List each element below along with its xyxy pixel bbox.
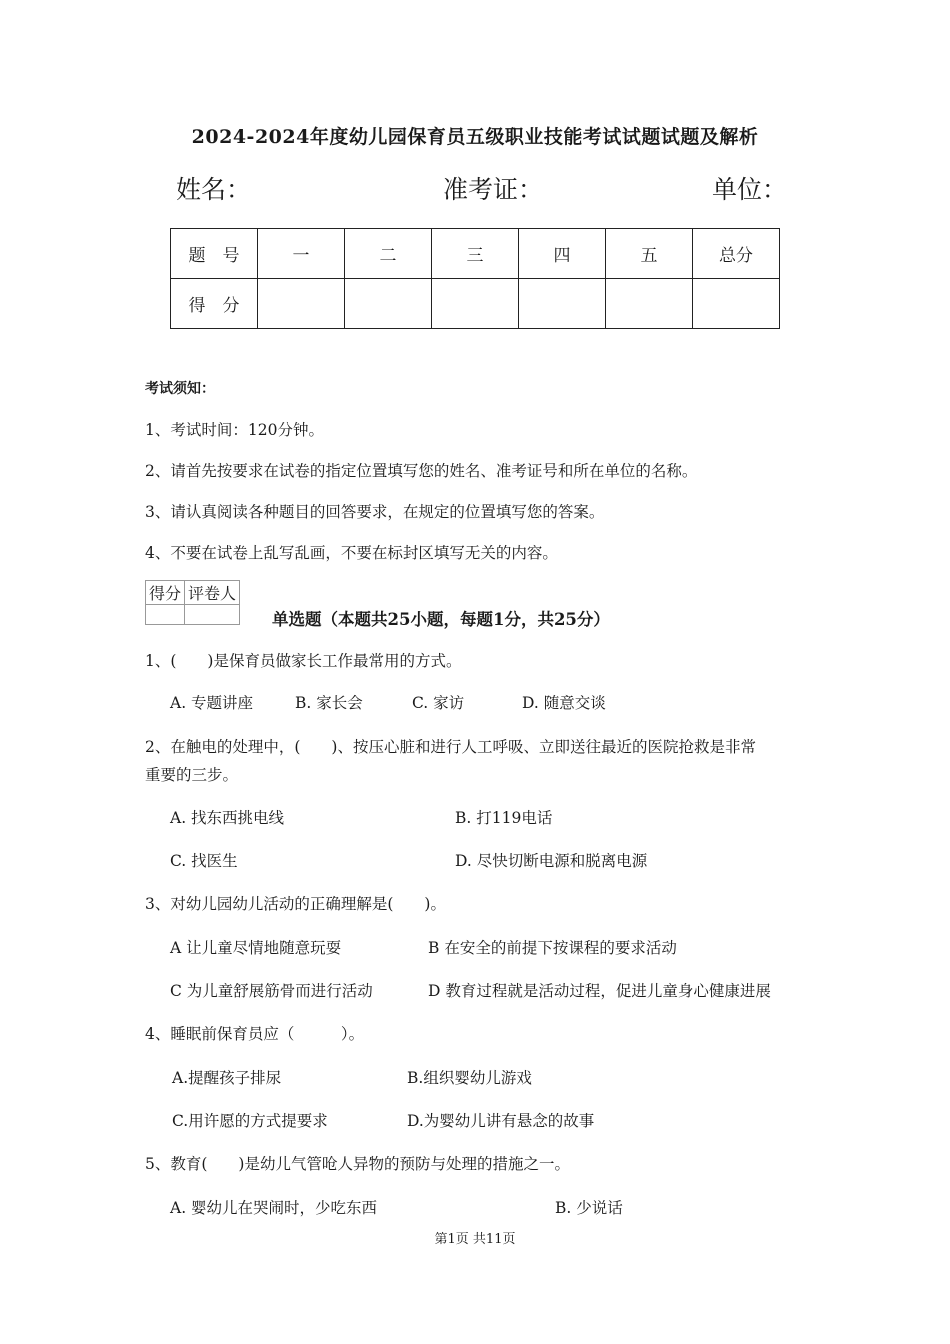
q1-option-d: D. 随意交谈 — [522, 694, 606, 712]
score-header-cell: 总分 — [693, 229, 780, 279]
score-cell[interactable] — [693, 279, 780, 329]
question-2-stem: 2、在触电的处理中，( )、按压心脏和进行人工呼吸、立即送往最近的医院抢救是非常 — [145, 738, 756, 756]
notice-heading: 考试须知： — [145, 381, 215, 397]
score-header-cell: 三 — [432, 229, 519, 279]
notice-item: 1、考试时间：120分钟。 — [145, 421, 324, 439]
grader-score-cell[interactable] — [146, 605, 185, 625]
score-table-score-row — [171, 279, 780, 329]
question-4-stem: 4、睡眠前保育员应（ ）。 — [145, 1025, 365, 1043]
score-cell[interactable] — [432, 279, 519, 329]
q1-option-c: C. 家访 — [412, 694, 465, 712]
q4-option-c: C.用许愿的方式提要求 — [172, 1112, 328, 1130]
name-label: 姓名： — [176, 175, 252, 204]
grader-box — [145, 580, 240, 625]
notice-item: 4、不要在试卷上乱写乱画，不要在标封区填写无关的内容。 — [145, 544, 558, 562]
page-title: 2024-2024年度幼儿园保育员五级职业技能考试试题试题及解析 — [191, 126, 759, 148]
notice-item: 3、请认真阅读各种题目的回答要求，在规定的位置填写您的答案。 — [145, 503, 605, 521]
unit-label: 单位： — [712, 175, 788, 204]
score-header-cell: 五 — [606, 229, 693, 279]
score-table — [170, 228, 780, 329]
score-header-cell: 二 — [345, 229, 432, 279]
q3-option-b: B 在安全的前提下按课程的要求活动 — [428, 939, 677, 957]
grader-name-cell[interactable] — [185, 605, 240, 625]
q5-option-a: A. 婴幼儿在哭闹时，少吃东西 — [170, 1199, 378, 1217]
score-header-cell: 一 — [258, 229, 345, 279]
q4-option-b: B.组织婴幼儿游戏 — [407, 1069, 532, 1087]
score-cell[interactable] — [345, 279, 432, 329]
q2-option-d: D. 尽快切断电源和脱离电源 — [455, 852, 648, 870]
notice-item: 2、请首先按要求在试卷的指定位置填写您的姓名、准考证号和所在单位的名称。 — [145, 462, 698, 480]
page-footer: 第1页 共11页 — [434, 1232, 516, 1247]
section-title: 单选题（本题共25小题，每题1分，共25分） — [272, 610, 610, 629]
score-table-header-row — [171, 229, 780, 279]
q3-option-c: C 为儿童舒展筋骨而进行活动 — [170, 982, 373, 1000]
q1-option-b: B. 家长会 — [295, 694, 363, 712]
score-cell[interactable] — [258, 279, 345, 329]
q4-option-d: D.为婴幼儿讲有悬念的故事 — [407, 1112, 595, 1130]
q3-option-d: D 教育过程就是活动过程，促进儿童身心健康进展 — [428, 982, 771, 1000]
q4-option-a: A.提醒孩子排尿 — [172, 1069, 282, 1087]
q2-option-a: A. 找东西挑电线 — [170, 809, 285, 827]
q1-option-a: A. 专题讲座 — [170, 694, 254, 712]
q5-option-b: B. 少说话 — [555, 1199, 623, 1217]
question-5-stem: 5、教育( )是幼儿气管呛人异物的预防与处理的措施之一。 — [145, 1155, 570, 1173]
score-cell[interactable] — [606, 279, 693, 329]
exam-number-label: 准考证： — [443, 175, 544, 204]
grader-score-label: 得分 — [146, 581, 185, 605]
score-header-cell: 题 号 — [171, 229, 258, 279]
q2-option-c: C. 找医生 — [170, 852, 238, 870]
score-cell[interactable] — [519, 279, 606, 329]
q2-option-b: B. 打119电话 — [455, 809, 553, 827]
grader-name-label: 评卷人 — [185, 581, 240, 605]
question-2-stem-cont: 重要的三步。 — [145, 766, 239, 784]
question-3-stem: 3、对幼儿园幼儿活动的正确理解是( )。 — [145, 895, 446, 913]
score-header-cell: 四 — [519, 229, 606, 279]
score-row-label: 得 分 — [171, 279, 258, 329]
question-1-stem: 1、( )是保育员做家长工作最常用的方式。 — [145, 652, 462, 670]
q3-option-a: A 让儿童尽情地随意玩耍 — [170, 939, 342, 957]
